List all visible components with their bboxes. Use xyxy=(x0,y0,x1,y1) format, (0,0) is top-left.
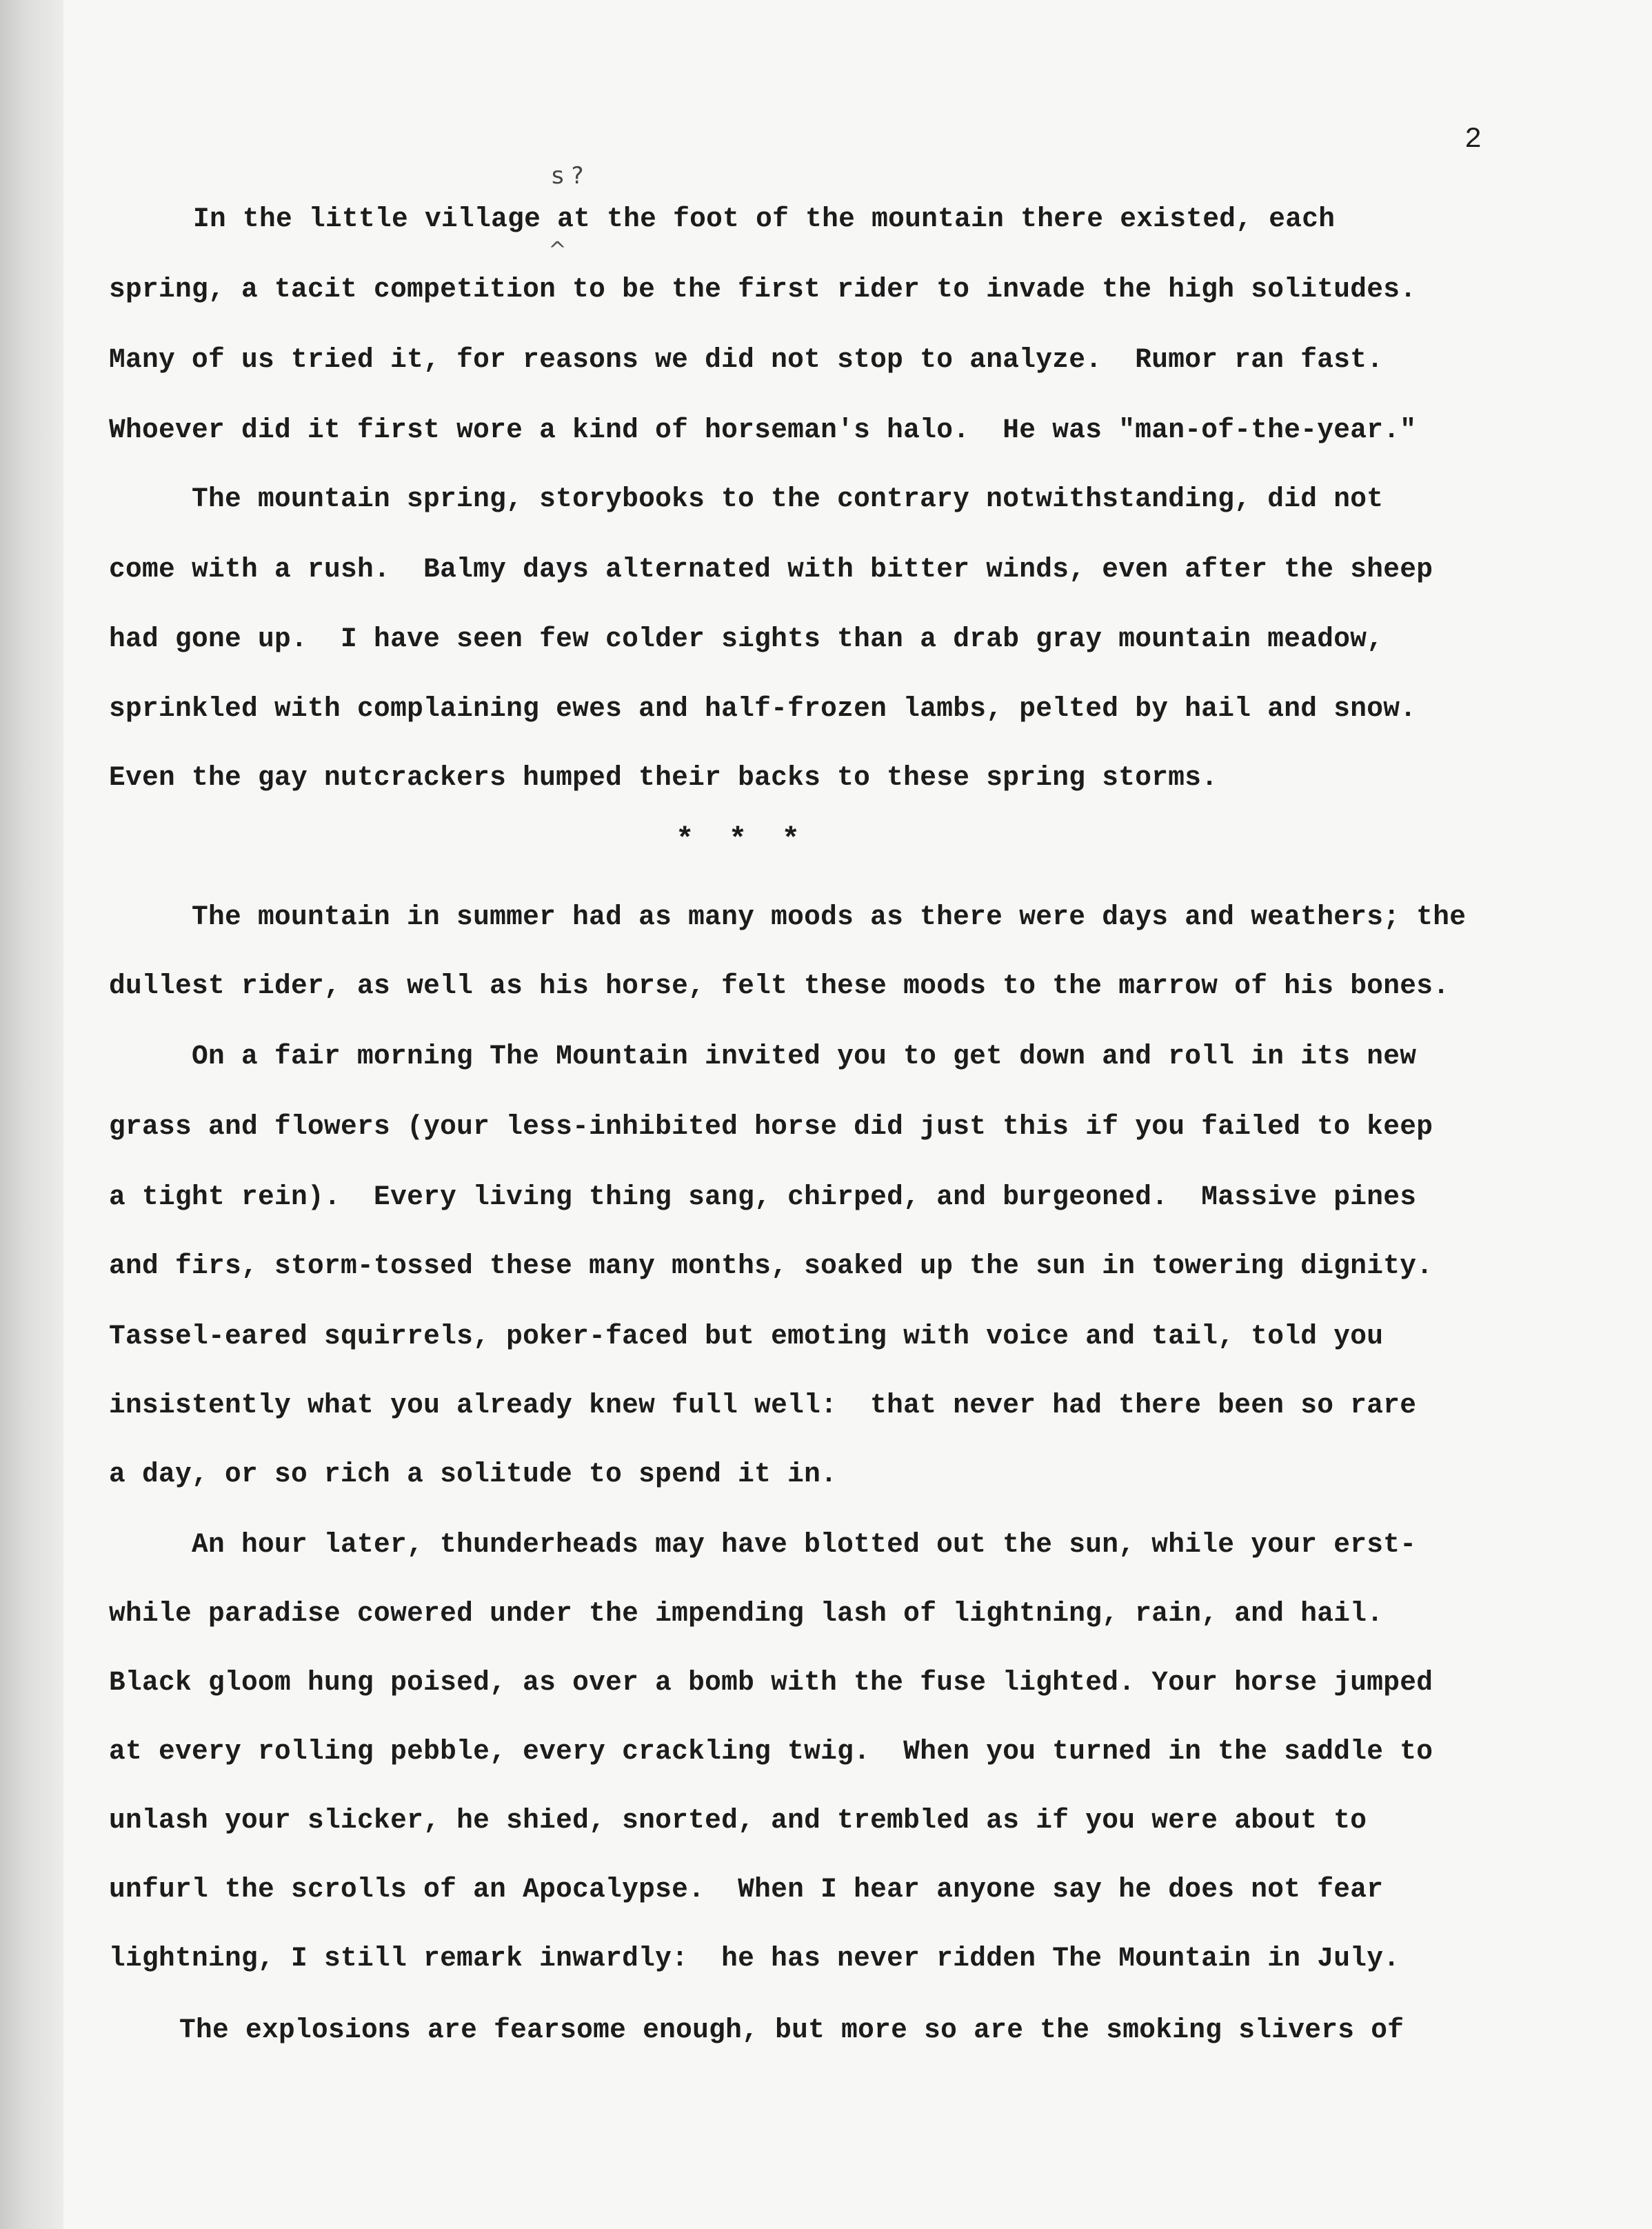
text-line: The mountain spring, storybooks to the contrary notwithstanding, did not xyxy=(192,483,1384,514)
text-line: An hour later, thunderheads may have blotted out the sun, while your erst- xyxy=(192,1529,1417,1560)
text-line: In the little village at the foot of the mountain there existed, each xyxy=(193,203,1336,234)
insertion-caret: ^ xyxy=(548,237,567,263)
text-line: grass and flowers (your less-inhibited horse did just this if you failed to keep xyxy=(109,1111,1433,1142)
page-number: 2 xyxy=(1464,123,1482,156)
text-line: On a fair morning The Mountain invited you to get down and roll in its new xyxy=(192,1041,1417,1072)
text-line: unlash your slicker, he shied, snorted, and trembled as if you were about to xyxy=(109,1805,1367,1836)
text-line: Many of us tried it, for reasons we did not stop to analyze. Rumor ran fast. xyxy=(109,344,1384,375)
text-line: had gone up. I have seen few colder sights than a drab gray mountain meadow, xyxy=(109,623,1384,654)
text-line: while paradise cowered under the impending lash of lightning, rain, and hail. xyxy=(109,1598,1384,1629)
text-line: unfurl the scrolls of an Apocalypse. When I hear anyone say he does not fear xyxy=(109,1874,1384,1905)
text-line: and firs, storm-tossed these many months, soaked up the sun in towering dignity. xyxy=(109,1250,1433,1281)
text-line: at every rolling pebble, every crackling twig. When you turned in the saddle to xyxy=(109,1736,1433,1767)
text-line: sprinkled with complaining ewes and half-frozen lambs, pelted by hail and snow. xyxy=(109,693,1417,724)
text-line: The mountain in summer had as many moods as there were days and weathers; the xyxy=(192,901,1467,932)
page-edge-shadow xyxy=(0,0,65,2229)
text-line: Tassel-eared squirrels, poker-faced but emoting with voice and tail, told you xyxy=(109,1321,1384,1352)
text-line: The explosions are fearsome enough, but more so are the smoking slivers of xyxy=(179,2015,1404,2046)
section-separator: * * * xyxy=(676,823,809,857)
text-line: Black gloom hung poised, as over a bomb with the fuse lighted. Your horse jumped xyxy=(109,1667,1433,1698)
text-line: come with a rush. Balmy days alternated with bitter winds, even after the sheep xyxy=(109,554,1433,585)
text-line: spring, a tacit competition to be the first rider to invade the high solitudes. xyxy=(109,274,1417,305)
handwritten-marginalia: s ? xyxy=(552,162,584,190)
text-line: a tight rein). Every living thing sang, chirped, and burgeoned. Massive pines xyxy=(109,1181,1417,1212)
text-line: lightning, I still remark inwardly: he has never ridden The Mountain in July. xyxy=(109,1943,1400,1974)
text-line: Whoever did it first wore a kind of horseman's halo. He was "man-of-the-year." xyxy=(109,414,1417,446)
text-line: insistently what you already knew full well: that never had there been so rare xyxy=(109,1390,1417,1421)
text-line: Even the gay nutcrackers humped their backs to these spring storms. xyxy=(109,762,1218,793)
text-line: a day, or so rich a solitude to spend it in. xyxy=(109,1459,838,1490)
text-line: dullest rider, as well as his horse, felt these moods to the marrow of his bones. xyxy=(109,970,1450,1001)
